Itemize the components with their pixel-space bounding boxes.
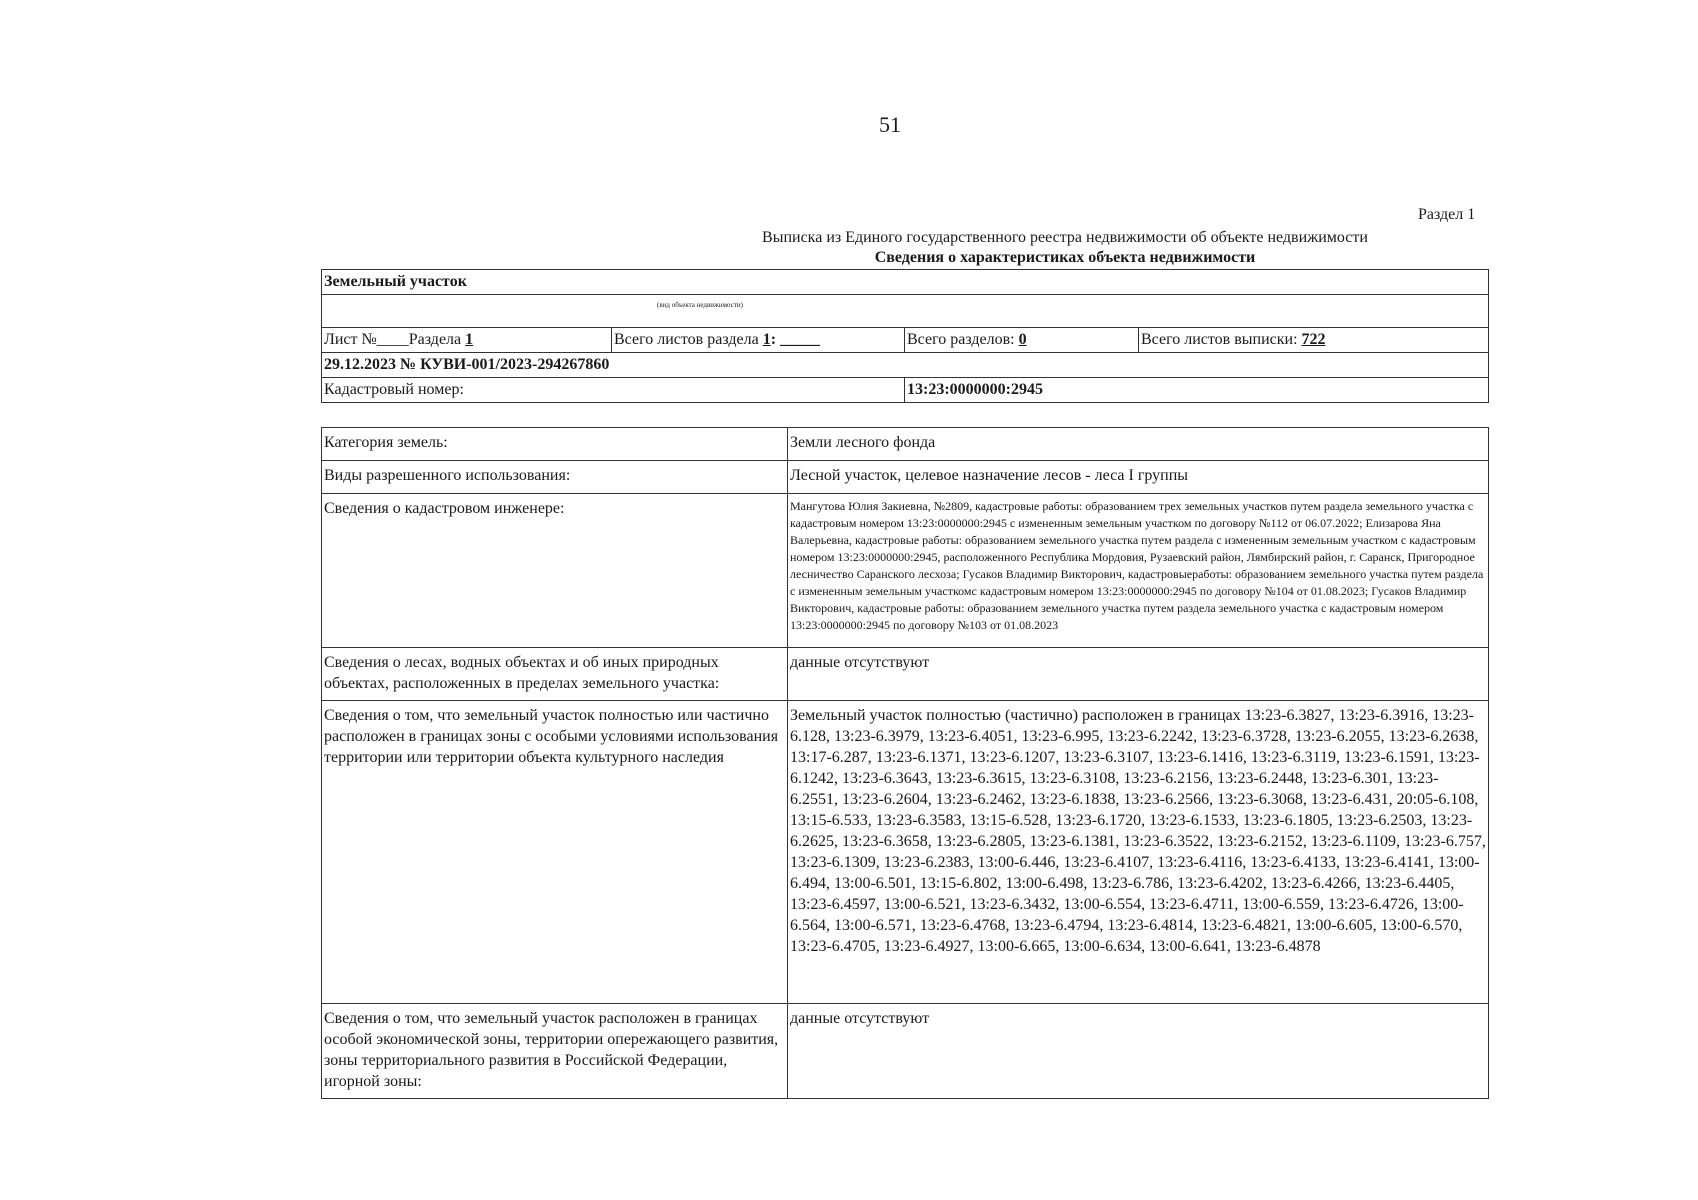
cadastral-number-row [322, 378, 1489, 403]
total-sections-cell [905, 328, 1139, 353]
sheet-number-cell [322, 328, 612, 353]
document-title-block [322, 228, 1698, 268]
table-row [322, 494, 1489, 648]
row-value: Лесной участок, целевое назначение лесов - леса I группы [788, 461, 1489, 494]
date-number-row [322, 353, 1489, 378]
total-sheets-extract-value: 722 [1301, 331, 1326, 348]
object-type-caption [322, 295, 1489, 328]
cadastral-number-label: Кадастровый номер: [322, 378, 905, 403]
table-row [322, 701, 1489, 1004]
row-label: Сведения о том, что земельный участок расположен в границах особой экономической зоны, территории опережающего развития, зоны территориального развития в Российской Федерации, игорной зоны: [322, 1004, 788, 1099]
row-label: Сведения о кадастровом инженере: [322, 494, 788, 648]
date-number: 29.12.2023 № КУВИ-001/2023-294267860 [322, 353, 1489, 378]
object-type-caption-row [322, 295, 1489, 328]
table-row [322, 1004, 1489, 1099]
row-value: Мангутова Юлия Закиевна, №2809, кадастровые работы: образованием трех земельных участков путем раздела земельного участка с кадастровым номером 13:23:0000000:2945 с измененным земельным участком по договору №112 от 06.07.2022; Елизарова Яна Валерьевна, кадастровые работы: образованием земельного участка путем раздела с измененным земельным участком с кадастровым номером 13:23:0000000:2945, расположенного Республика Мордовия, Рузаевский район, Лямбирский район, г. Саранск, Пригородное лесничество Саранского лесхоза; Гусаков Владимир Викторович, кадастровыеработы: образованием земельного участка путем раздела с измененным земельным участкомс кадастровым номером 13:23:0000000:2945 по договору №104 от 01.08.2023; Гусаков Владимир Викторович, кадастровые работы: образованием земельного участка путем раздела земельного участка с кадастровым номером 13:23:0000000:2945 по договору №103 от 01.08.2023 [788, 494, 1489, 648]
sheet-info-row [322, 328, 1489, 353]
row-value: Земли лесного фонда [788, 428, 1489, 461]
total-sheets-section-cell [612, 328, 905, 353]
document-subtitle: Сведения о характеристиках объекта недвижимости [874, 249, 1256, 266]
object-type: Земельный участок [322, 270, 1489, 295]
table-row [322, 648, 1489, 701]
object-type-caption-text: (вид объекта недвижимости) [657, 301, 743, 309]
row-label: Сведения о том, что земельный участок полностью или частично расположен в границах зоны с особыми условиями использования территории или территории объекта культурного наследия [322, 701, 788, 1004]
total-sheets-extract-label: Всего листов выписки: [1141, 331, 1302, 348]
total-sheets-section-value: 1 [762, 331, 771, 348]
header-table [321, 269, 1489, 403]
document-title: Выписка из Единого государственного реестра недвижимости об объекте недвижимости [762, 229, 1368, 246]
total-sheets-extract-cell [1139, 328, 1489, 353]
total-sections-value: 0 [1018, 331, 1027, 348]
object-type-row [322, 270, 1489, 295]
page-number: 51 [879, 112, 901, 137]
table-row [322, 428, 1489, 461]
cadastral-number-value: 13:23:0000000:2945 [905, 378, 1489, 403]
row-label: Категория земель: [322, 428, 788, 461]
total-sections-label: Всего разделов: [907, 331, 1019, 348]
table-row [322, 461, 1489, 494]
sheet-label: Лист №____Раздела [324, 331, 466, 348]
row-label: Виды разрешенного использования: [322, 461, 788, 494]
characteristics-table [321, 427, 1489, 1099]
total-sheets-section-suffix: : _____ [770, 331, 821, 348]
row-value: данные отсутствуют [788, 648, 1489, 701]
sheet-section-value: 1 [465, 331, 474, 348]
total-sheets-section-label: Всего листов раздела [614, 331, 763, 348]
row-value: Земельный участок полностью (частично) расположен в границах 13:23-6.3827, 13:23-6.3916, 13:23-6.128, 13:23-6.3979, 13:23-6.4051, 13:23-6.995, 13:23-6.2242, 13:23-6.3728, 13:23-6.2055, 13:23-6.2638, 13:17-6.287, 13:23-6.1371, 13:23-6.1207, 13:23-6.3107, 13:23-6.1416, 13:23-6.3119, 13:23-6.1591, 13:23-6.1242, 13:23-6.3643, 13:23-6.3615, 13:23-6.3108, 13:23-6.2156, 13:23-6.2448, 13:23-6.301, 13:23-6.2551, 13:23-6.2604, 13:23-6.2462, 13:23-6.1838, 13:23-6.2566, 13:23-6.3068, 13:23-6.431, 20:05-6.108, 13:15-6.533, 13:23-6.3583, 13:15-6.528, 13:23-6.1720, 13:23-6.1533, 13:23-6.1805, 13:23-6.2503, 13:23-6.2625, 13:23-6.3658, 13:23-6.2805, 13:23-6.1381, 13:23-6.3522, 13:23-6.2152, 13:23-6.1109, 13:23-6.757, 13:23-6.1309, 13:23-6.2383, 13:00-6.446, 13:23-6.4107, 13:23-6.4116, 13:23-6.4133, 13:23-6.4141, 13:00-6.494, 13:00-6.501, 13:15-6.802, 13:00-6.498, 13:23-6.786, 13:23-6.4202, 13:23-6.4266, 13:23-6.4405, 13:23-6.4597, 13:00-6.521, 13:23-6.3432, 13:00-6.554, 13:23-6.4711, 13:00-6.559, 13:23-6.4726, 13:00-6.564, 13:00-6.571, 13:23-6.4768, 13:23-6.4794, 13:23-6.4814, 13:23-6.4821, 13:00-6.605, 13:00-6.570, 13:23-6.4705, 13:23-6.4927, 13:00-6.665, 13:00-6.634, 13:00-6.641, 13:23-6.4878 [788, 701, 1489, 1004]
row-value: данные отсутствуют [788, 1004, 1489, 1099]
section-label: Раздел 1 [1418, 206, 1476, 223]
row-label: Сведения о лесах, водных объектах и об иных природных объектах, расположенных в пределах земельного участка: [322, 648, 788, 701]
